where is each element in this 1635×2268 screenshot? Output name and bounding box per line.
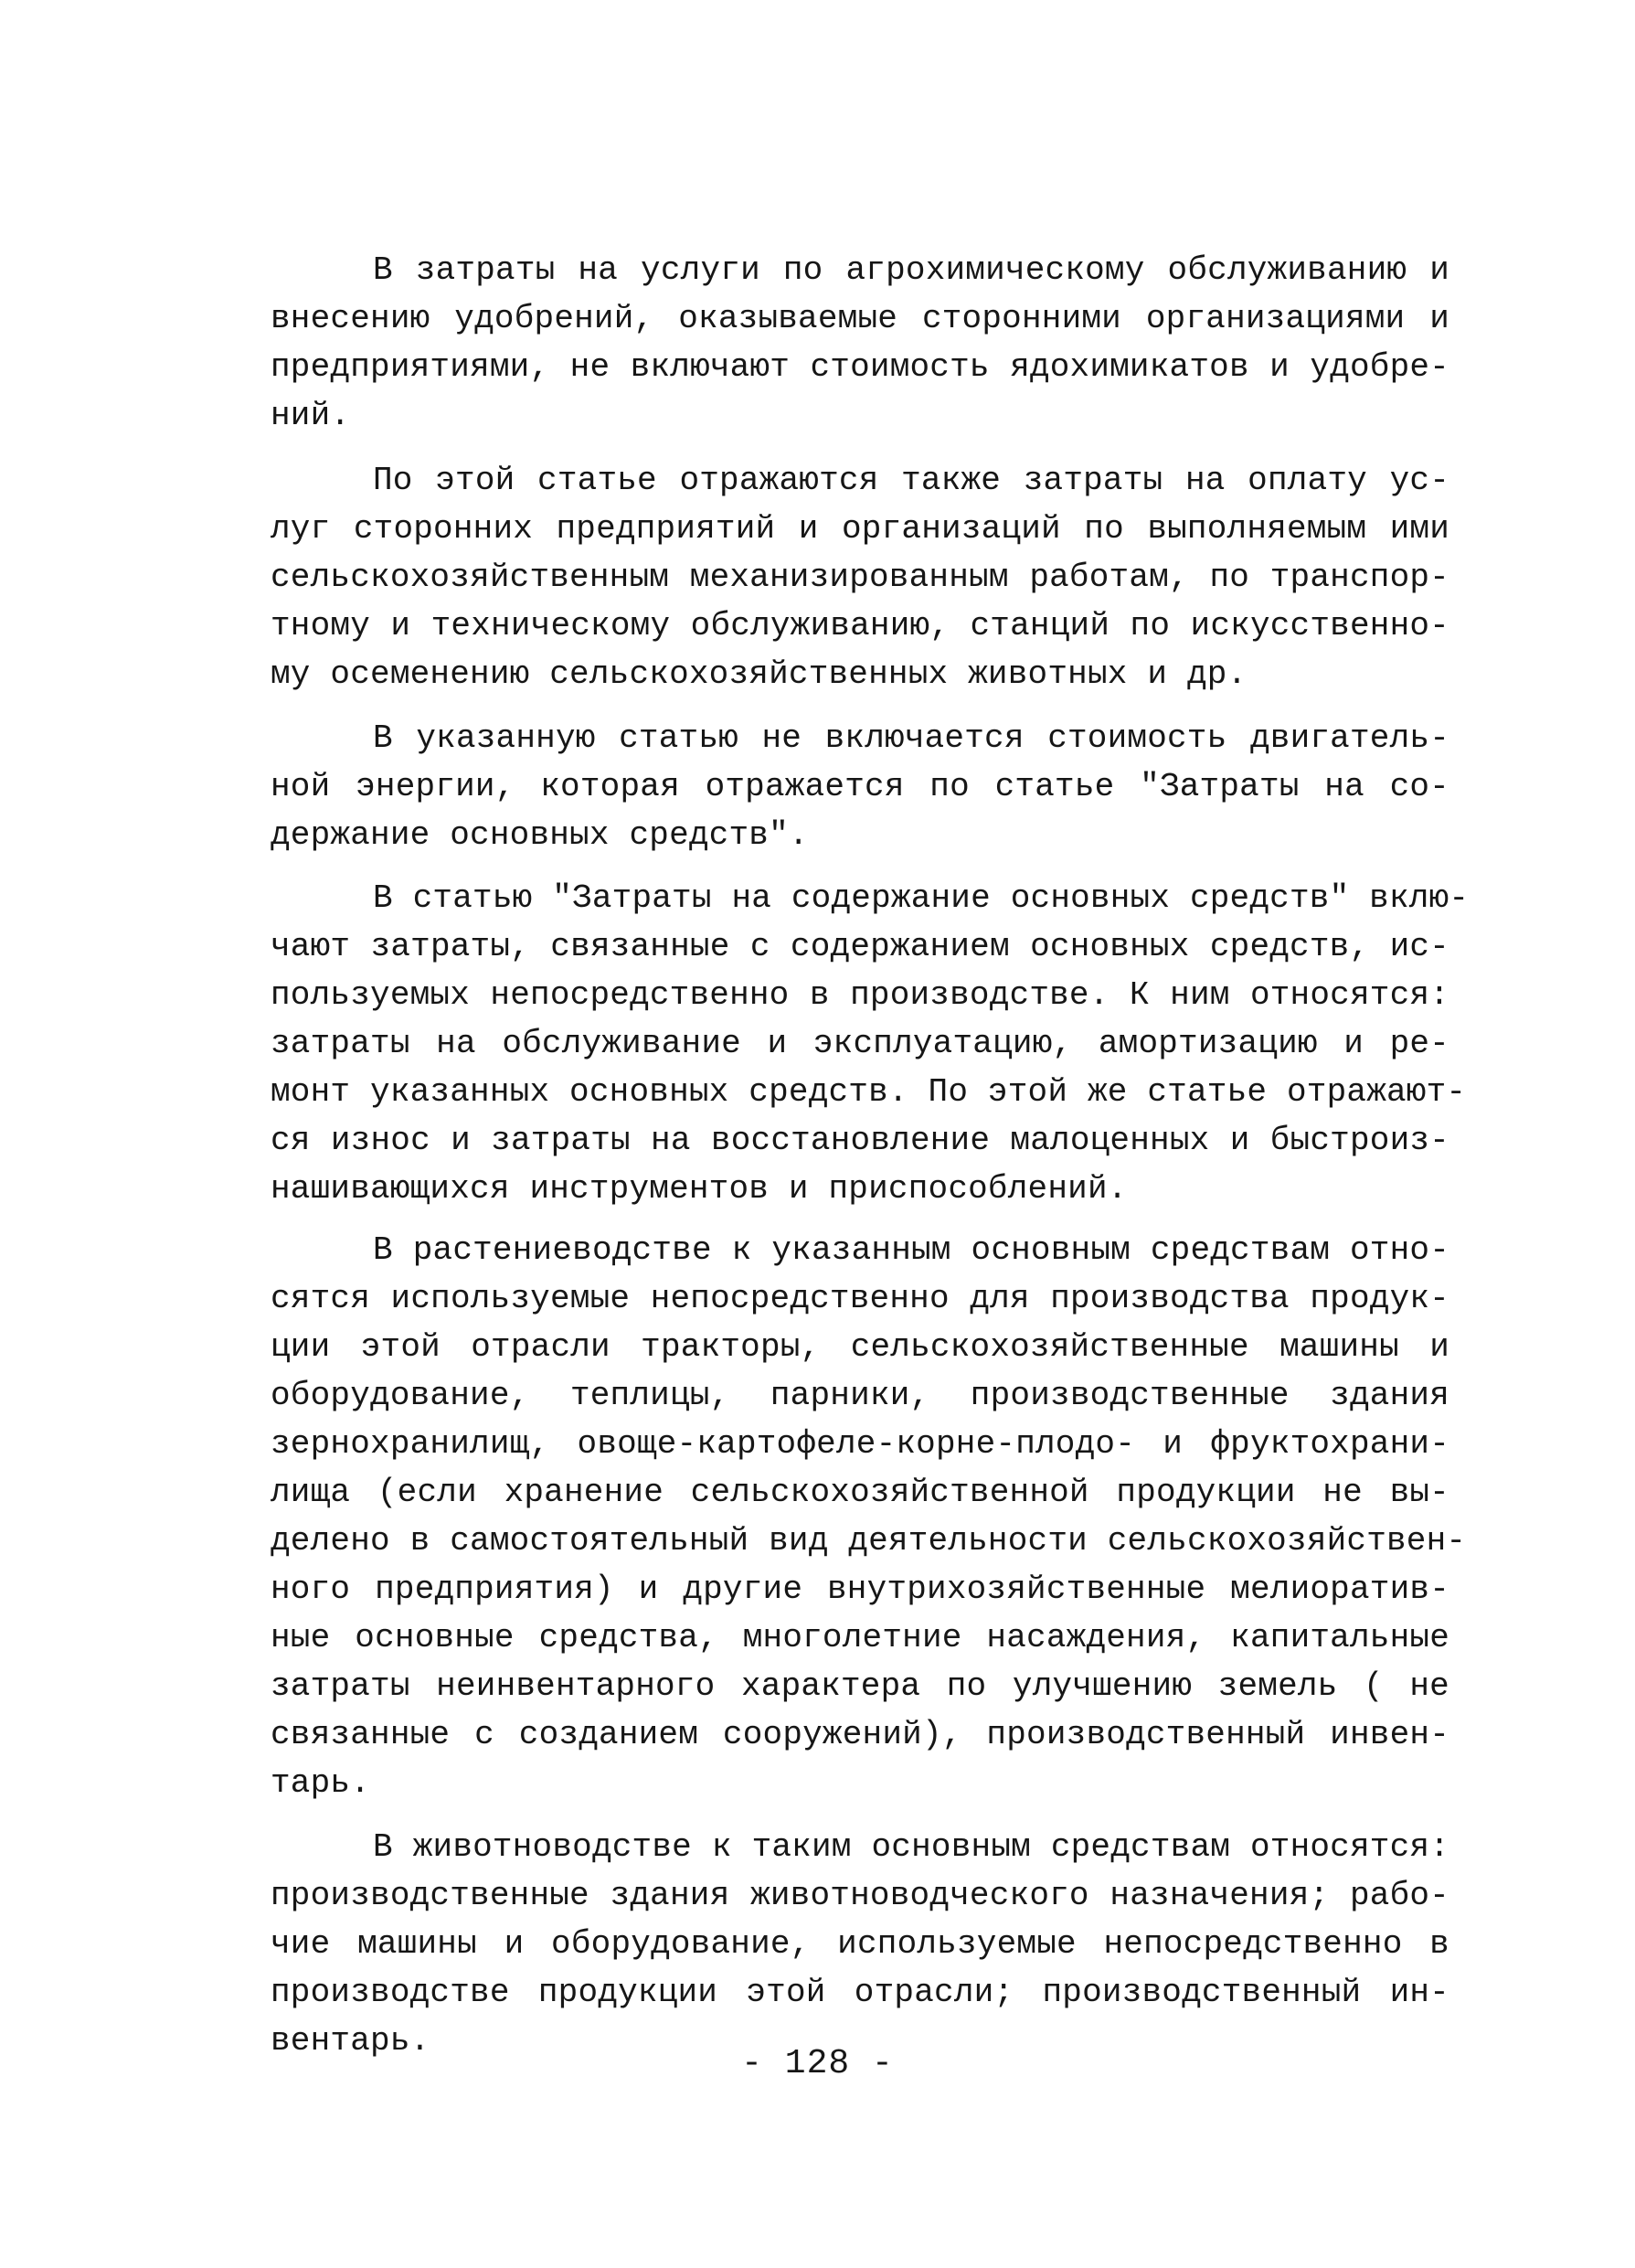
paragraph-line: производстве продукции этой отрасли; производственный ин-	[271, 1974, 1449, 2011]
paragraph-3	[271, 714, 1449, 859]
paragraph-line: ные основные средства, многолетние насаждения, капитальные	[271, 1619, 1449, 1656]
paragraph-line: тарь.	[271, 1764, 371, 1802]
paragraph-line: тному и техническому обслуживанию, станций по искусственно-	[271, 607, 1449, 644]
paragraph-line: лища (если хранение сельскохозяйственной продукции не вы-	[271, 1474, 1449, 1511]
paragraph-line: внесению удобрений, оказываемые сторонними организациями и	[271, 300, 1449, 337]
paragraph-line: ного предприятия) и другие внутрихозяйственные мелиоратив-	[271, 1571, 1449, 1608]
page-number: - 128 -	[741, 2044, 894, 2083]
paragraph-6	[271, 1823, 1449, 2065]
paragraph-line: ции этой отрасли тракторы, сельскохозяйственные машины и	[271, 1328, 1449, 1366]
paragraph-line: зернохранилищ, овоще-картофеле-корне-плодо- и фруктохрани-	[271, 1425, 1449, 1463]
paragraph-line: сельскохозяйственным механизированным работам, по транспор-	[271, 559, 1449, 596]
paragraph-line: По этой статье отражаются также затраты на оплату ус-	[373, 462, 1449, 499]
paragraph-line: затраты неинвентарного характера по улучшению земель ( не	[271, 1667, 1449, 1705]
paragraph-4	[271, 874, 1470, 1213]
paragraph-line: луг сторонних предприятий и организаций по выполняемым ими	[271, 510, 1449, 548]
paragraph-line: В животноводстве к таким основным средствам относятся:	[373, 1828, 1449, 1866]
paragraph-line: связанные с созданием сооружений), производственный инвен-	[271, 1716, 1449, 1753]
paragraph-line: В указанную статью не включается стоимость двигатель-	[373, 719, 1449, 757]
paragraph-line: ся износ и затраты на восстановление малоценных и быстроиз-	[271, 1122, 1449, 1159]
paragraph-line: В затраты на услуги по агрохимическому обслуживанию и	[373, 251, 1449, 289]
paragraph-line: чают затраты, связанные с содержанием основных средств, ис-	[271, 928, 1449, 965]
paragraph-line: предприятиями, не включают стоимость ядохимикатов и удобре-	[271, 348, 1449, 386]
paragraph-1	[271, 246, 1449, 440]
paragraph-line: чие машины и оборудование, используемые непосредственно в	[271, 1925, 1449, 1963]
paragraph-line: делено в самостоятельный вид деятельности сельскохозяйствен-	[271, 1522, 1467, 1560]
paragraph-line: ний.	[271, 397, 351, 434]
paragraph-line: нашивающихся инструментов и приспособлений.	[271, 1170, 1128, 1208]
paragraph-2	[271, 456, 1449, 698]
paragraph-line: производственные здания животноводческого назначения; рабо-	[271, 1877, 1449, 1914]
paragraph-line: В статью "Затраты на содержание основных средств" вклю-	[373, 879, 1470, 917]
paragraph-line: сятся используемые непосредственно для производства продук-	[271, 1280, 1449, 1317]
paragraph-line: ной энергии, которая отражается по статье "Затраты на со-	[271, 768, 1449, 805]
paragraph-line: монт указанных основных средств. По этой же статье отражают-	[271, 1073, 1467, 1111]
paragraph-5	[271, 1226, 1467, 1807]
paragraph-line: оборудование, теплицы, парники, производственные здания	[271, 1377, 1449, 1414]
paragraph-line: пользуемых непосредственно в производстве. К ним относятся:	[271, 976, 1449, 1014]
paragraph-line: В растениеводстве к указанным основным средствам отно-	[373, 1231, 1449, 1269]
paragraph-line: держание основных средств".	[271, 816, 809, 854]
paragraph-line: вентарь.	[271, 2022, 430, 2060]
paragraph-line: му осеменению сельскохозяйственных животных и др.	[271, 655, 1247, 693]
paragraph-line: затраты на обслуживание и эксплуатацию, амортизацию и ре-	[271, 1025, 1449, 1062]
